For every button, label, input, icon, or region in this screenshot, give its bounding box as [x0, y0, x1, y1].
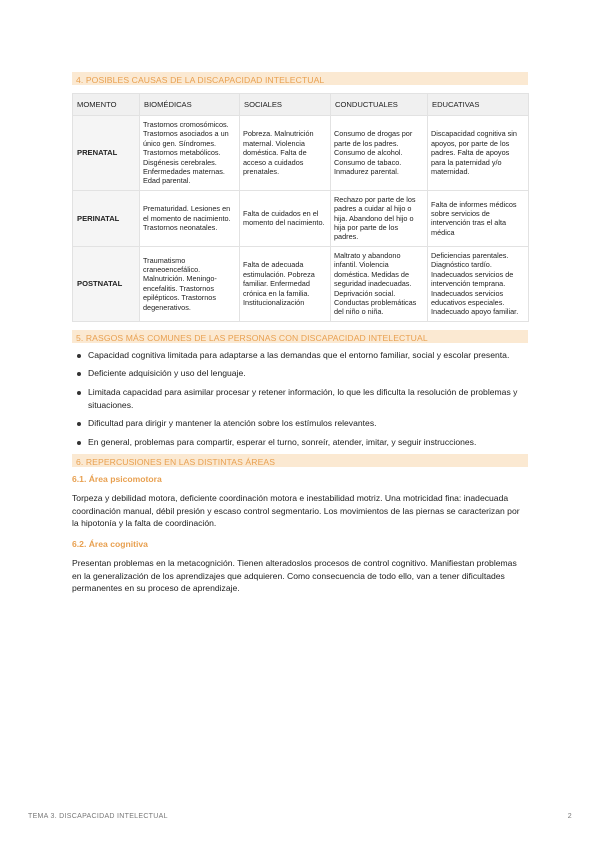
- sociales-cell: Falta de adecuada estimulación. Pobreza familiar. Enfermedad crónica en la familia. Institucionalización: [240, 246, 331, 321]
- educativas-cell: Falta de informes médicos sobre servicios de intervención tras el alta médica: [428, 190, 529, 246]
- cognitiva-paragraph: Presentan problemas en la metacognición. Tienen alteradoslos procesos de control cognitivo. Manifiestan problemas en la generalización de los aprendizajes que adquieren. Como consecuencia de todo ello, van a tener dificultades permanentes en su proceso de aprendizaje.: [72, 557, 517, 594]
- table-row: [73, 116, 529, 191]
- table-row: [73, 190, 529, 246]
- moment-cell: POSTNATAL: [73, 246, 140, 321]
- list-item: [72, 386, 528, 413]
- moment-cell: PRENATAL: [73, 116, 140, 191]
- psicomotora-paragraph: [72, 492, 528, 530]
- list-item-text: Limitada capacidad para asimilar procesar y retener información, lo que les dificulta la resolución de problemas y situaciones.: [88, 386, 518, 410]
- page-content: [72, 72, 528, 595]
- biomedicas-cell: Traumatismo craneoencefálico. Malnutrición. Meningo-encefalitis. Trastornos epilépticos. Trastornos degenerativos.: [140, 246, 240, 321]
- page-number: 2: [567, 813, 572, 820]
- table-header-row: [73, 94, 529, 116]
- causes-table: [72, 93, 529, 322]
- col-header-biomedicas: BIOMÉDICAS: [140, 94, 240, 116]
- psicomotora-text-b: coordinación manual, débil presión y escaso control segmentario. Los movimientos de las piernas se caracterizan por la hipotonía y la falta de coordinación.: [72, 505, 520, 529]
- list-item-text: Dificultad para dirigir y mantener la atención sobre los estímulos relevantes.: [88, 418, 377, 429]
- col-header-sociales: SOCIALES: [240, 94, 331, 116]
- conductuales-cell: Maltrato y abandono infantil. Violencia doméstica. Medidas de seguridad inadecuadas. Deprivación social. Conductas problemáticas del niño o niña.: [331, 246, 428, 321]
- conductuales-cell: Rechazo por parte de los padres a cuidar al hijo o hija. Abandono del hijo o hija por parte de los padres.: [331, 190, 428, 246]
- table-row: [73, 246, 529, 321]
- bullet-icon: [77, 354, 81, 358]
- section-5-heading: 5. RASGOS MÁS COMUNES DE LAS PERSONAS CON DISCAPACIDAD INTELECTUAL: [72, 330, 528, 343]
- biomedicas-cell: Prematuridad. Lesiones en el momento de nacimiento. Trastornos neonatales.: [140, 190, 240, 246]
- list-item: [72, 367, 528, 380]
- bullet-icon: [77, 372, 81, 376]
- col-header-educativas: EDUCATIVAS: [428, 94, 529, 116]
- list-item: [72, 417, 528, 430]
- section-6-heading: 6. REPERCUSIONES EN LAS DISTINTAS ÁREAS: [72, 454, 528, 467]
- traits-list: [72, 349, 528, 449]
- conductuales-cell: Consumo de drogas por parte de los padres. Consumo de alcohol. Consumo de tabaco. Inmadurez parental.: [331, 116, 428, 191]
- subsection-psicomotora-title: 6.1. Área psicomotora: [72, 474, 162, 485]
- sociales-cell: Falta de cuidados en el momento del nacimiento.: [240, 190, 331, 246]
- bullet-icon: [77, 391, 81, 395]
- section-4-heading: 4. POSIBLES CAUSAS DE LA DISCAPACIDAD INTELECTUAL: [72, 72, 528, 85]
- col-header-momento: MOMENTO: [73, 94, 140, 116]
- list-item-text: Deficiente adquisición y uso del lenguaje.: [88, 368, 246, 379]
- moment-cell: PERINATAL: [73, 190, 140, 246]
- sociales-cell: Pobreza. Malnutrición maternal. Violencia doméstica. Falta de acceso a cuidados prenatales.: [240, 116, 331, 191]
- list-item-text: Capacidad cognitiva limitada para adaptarse a las demandas que el entorno familiar, social y escolar presenta.: [88, 349, 510, 360]
- educativas-cell: Deficiencias parentales. Diagnóstico tardío. Inadecuados servicios de intervención temprana. Inadecuados servicios educativos especiales. Inadecuado apoyo familiar.: [428, 246, 529, 321]
- psicomotora-text-a: Torpeza y debilidad motora, deficiente coordinación motora e inestabilidad motriz. Una motricidad fina: inadecuada: [72, 493, 509, 504]
- footer-title: TEMA 3. DISCAPACIDAD INTELECTUAL: [28, 813, 168, 820]
- list-item-text: En general, problemas para compartir, esperar el turno, sonreír, atender, imitar, y seguir instrucciones.: [88, 436, 477, 447]
- list-item: [72, 349, 528, 362]
- educativas-cell: Discapacidad cognitiva sin apoyos, por parte de los padres. Falta de apoyos para la paternidad y/o maternidad.: [428, 116, 529, 191]
- subsection-cognitiva-title: 6.2. Área cognitiva: [72, 538, 148, 549]
- biomedicas-cell: Trastornos cromosómicos. Trastornos asociados a un único gen. Síndromes. Trastornos metabólicos. Disgénesis cerebrales. Enfermedades maternas. Edad parental.: [140, 116, 240, 191]
- bullet-icon: [77, 441, 81, 445]
- page-footer: [28, 813, 572, 820]
- col-header-conductuales: CONDUCTUALES: [331, 94, 428, 116]
- bullet-icon: [77, 422, 81, 426]
- list-item: [72, 436, 528, 449]
